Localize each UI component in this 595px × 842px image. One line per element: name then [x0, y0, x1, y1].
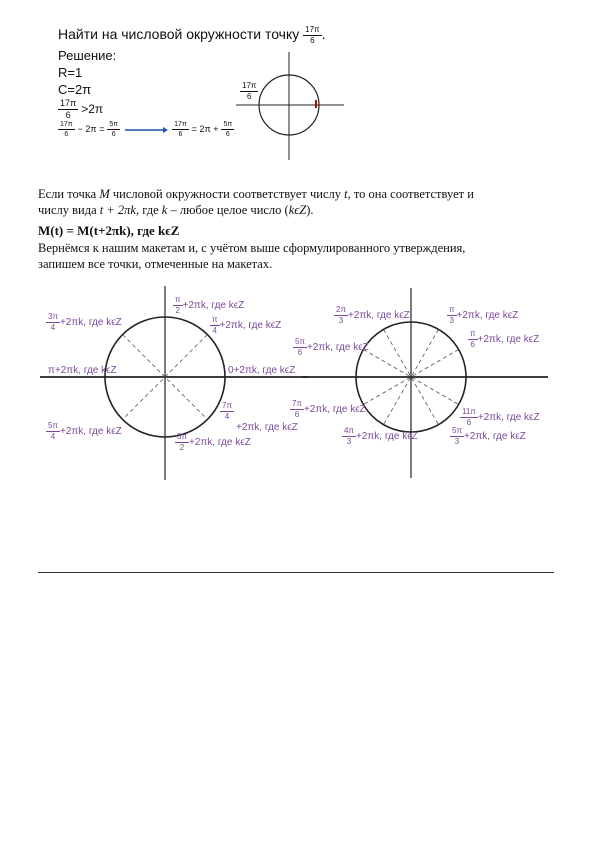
- task-fraction: $\frac{17\pi}{6}$: [305, 25, 320, 45]
- label-5pi-third: $\frac{5\pi}{3}$ +2πk, где kϵZ: [452, 426, 526, 446]
- label-5pi-quarter: $\frac{5\pi}{4}$ +2πk, где kϵZ: [48, 421, 122, 441]
- main-formula: M(t) = M(t+2πk), где kϵZ: [38, 223, 180, 238]
- mini-circle-diagram: [228, 50, 348, 162]
- task-statement: Найти на числовой окружности точку $\frac{17\pi}{6}$ .: [58, 25, 326, 45]
- label-pi-quarter: $\frac{\pi}{4}$ +2πk, где kϵZ: [212, 315, 282, 335]
- paragraph-statement: Если точка M числовой окружности соответствует числу t, то она соответствует и числу вида t + 2πk, где k – любое целое число (kϵZ).: [38, 187, 474, 217]
- label-7pi-quarter: $\frac{7\pi}{4}$: [222, 401, 232, 421]
- comparison-line: $\frac{17\pi}{6}$ >2π: [60, 98, 104, 120]
- label-pi-sixth: $\frac{\pi}{6}$ +2πk, где kϵZ: [470, 329, 540, 349]
- solution-title: Решение:: [58, 48, 117, 63]
- arrow-right-icon: [123, 126, 169, 134]
- label-3pi-quarter: $\frac{3\pi}{4}$ +2πk, где kϵZ: [48, 312, 122, 332]
- label-zero: 0+2πk, где kϵZ: [228, 365, 296, 376]
- label-4pi-third: $\frac{4\pi}{3}$ +2πk, где kϵZ: [344, 426, 418, 446]
- label-pi: π+2πk, где kϵZ: [48, 365, 117, 376]
- equation-line: $\frac{17\pi}{6}$ − 2π = $\frac{5\pi}{6}$ $\frac{17\pi}{6}$ = 2π + $\frac{5\pi}{6}$: [60, 121, 233, 138]
- label-7pi-sixth: $\frac{7\pi}{6}$ +2πk, где kϵZ: [292, 399, 366, 419]
- radius-line: R=1: [58, 65, 83, 80]
- mini-circle-label: $\frac{17\pi}{6}$: [242, 81, 257, 101]
- label-pi-half: $\frac{\pi}{2}$ +2πk, где kϵZ: [175, 295, 245, 315]
- label-2pi-third: $\frac{2\pi}{3}$ +2πk, где kϵZ: [336, 305, 410, 325]
- paragraph-instructions: Вернёмся к нашим макетам и, с учётом выше сформулированного утверждения, запишем все точки, отмеченные на макетах.: [38, 241, 466, 271]
- label-5pi-sixth: $\frac{5\pi}{6}$ +2πk, где kϵZ: [295, 337, 369, 357]
- label-3pi-half: $\frac{3\pi}{2}$ +2πk, где kϵZ: [177, 432, 251, 452]
- label-7pi-quarter-suffix: +2πk, где kϵZ: [236, 422, 298, 433]
- circumference-line: C=2π: [58, 82, 92, 97]
- divider: [38, 572, 554, 573]
- label-pi-third: $\frac{\pi}{3}$ +2πk, где kϵZ: [449, 305, 519, 325]
- label-11pi-sixth: $\frac{11\pi}{6}$ +2πk, где kϵZ: [462, 407, 540, 427]
